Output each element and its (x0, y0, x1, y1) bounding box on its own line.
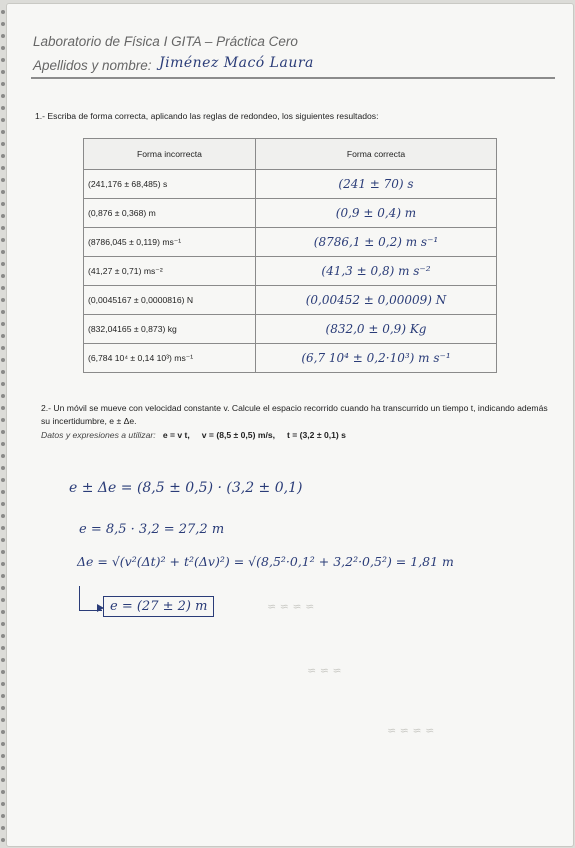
velocity-value: v = (8,5 ± 0,5) m/s, (201, 430, 276, 440)
binding-hole (1, 646, 5, 650)
binding-hole (1, 382, 5, 386)
binding-hole (1, 838, 5, 842)
binding-hole (1, 142, 5, 146)
binding-hole (1, 178, 5, 182)
data-label: Datos y expresiones a utilizar: (41, 430, 156, 440)
correct-cell: (0,00452 ± 0,00009) N (256, 286, 497, 315)
binding-hole (1, 22, 5, 26)
binding-hole (1, 406, 5, 410)
question-2-text: 2.- Un móvil se mueve con velocidad constante v. Calcule el espacio recorrido cuando ha transcurrido un tiempo t, indicando además su incertidumbre, e ± Δe. (41, 403, 548, 426)
page-title: Laboratorio de Física I GITA – Práctica Cero (33, 34, 298, 49)
correct-cell: (241 ± 70) s (256, 170, 497, 199)
binding-hole (1, 346, 5, 350)
header-divider (31, 77, 555, 79)
correct-cell: (8786,1 ± 0,2) m s⁻¹ (256, 228, 497, 257)
binding-hole (1, 694, 5, 698)
binding-hole (1, 334, 5, 338)
incorrect-cell: (0,876 ± 0,368) m (84, 199, 256, 228)
binding-hole (1, 550, 5, 554)
col-header-incorrect: Forma incorrecta (84, 139, 256, 170)
correct-cell: (0,9 ± 0,4) m (256, 199, 497, 228)
result-box: e = (27 ± 2) m (103, 596, 214, 617)
binding-hole (1, 250, 5, 254)
name-label: Apellidos y nombre: (33, 58, 152, 73)
incorrect-cell: (41,27 ± 0,71) ms⁻² (84, 257, 256, 286)
binding-hole (1, 634, 5, 638)
rounding-table (83, 138, 497, 373)
table-row (84, 344, 497, 373)
binding-hole (1, 418, 5, 422)
binding-hole (1, 430, 5, 434)
formula: e = v t, (162, 430, 190, 440)
binding-hole (1, 826, 5, 830)
worksheet-page (6, 3, 574, 847)
binding-hole (1, 730, 5, 734)
binding-hole (1, 574, 5, 578)
binding-hole (1, 778, 5, 782)
binding-hole (1, 118, 5, 122)
incorrect-cell: (8786,045 ± 0,119) ms⁻¹ (84, 228, 256, 257)
binding-hole (1, 370, 5, 374)
table-row (84, 315, 497, 344)
binding-hole (1, 562, 5, 566)
question-2-data (41, 430, 346, 440)
work-line-3: Δe = √(v²(Δt)² + t²(Δv)²) = √(8,5²·0,1² + 3,2²·0,5²) = 1,81 m (77, 554, 454, 569)
binding-hole (1, 82, 5, 86)
binding-hole (1, 670, 5, 674)
table-row (84, 257, 497, 286)
binding-hole (1, 814, 5, 818)
binding-hole (1, 718, 5, 722)
incorrect-cell: (832,04165 ± 0,873) kg (84, 315, 256, 344)
binding-hole (1, 322, 5, 326)
binding-hole (1, 190, 5, 194)
binding-hole (1, 658, 5, 662)
correct-cell: (6,7 10⁴ ± 0,2·10³) m s⁻¹ (256, 344, 497, 373)
binding-hole (1, 226, 5, 230)
binding-hole (1, 10, 5, 14)
correct-cell: (832,0 ± 0,9) Kg (256, 315, 497, 344)
work-line-1: e ± Δe = (8,5 ± 0,5) · (3,2 ± 0,1) (69, 480, 303, 496)
incorrect-cell: (0,0045167 ± 0,0000816) N (84, 286, 256, 315)
incorrect-cell: (241,176 ± 68,485) s (84, 170, 256, 199)
binding-hole (1, 58, 5, 62)
binding-hole (1, 490, 5, 494)
binding-hole (1, 754, 5, 758)
binding-hole (1, 766, 5, 770)
binding-hole (1, 598, 5, 602)
binding-hole (1, 130, 5, 134)
bleed-through-mark: ≈ ≈ ≈ (307, 664, 342, 677)
table-row (84, 199, 497, 228)
binding-hole (1, 286, 5, 290)
table-row (84, 286, 497, 315)
binding-hole (1, 394, 5, 398)
binding-hole (1, 802, 5, 806)
binding-hole (1, 166, 5, 170)
table-row (84, 170, 497, 199)
binding-hole (1, 514, 5, 518)
binding-hole (1, 238, 5, 242)
binding-hole (1, 610, 5, 614)
time-value: t = (3,2 ± 0,1) s (286, 430, 346, 440)
binding-hole (1, 706, 5, 710)
binding-hole (1, 682, 5, 686)
binding-hole (1, 358, 5, 362)
binding-hole (1, 46, 5, 50)
binding-hole (1, 502, 5, 506)
binding-hole (1, 526, 5, 530)
binding-hole (1, 790, 5, 794)
binding-hole (1, 622, 5, 626)
question-1-text: 1.- Escriba de forma correcta, aplicando las reglas de redondeo, los siguientes resultados: (35, 111, 379, 121)
binding-hole (1, 274, 5, 278)
binding-hole (1, 298, 5, 302)
binding-hole (1, 742, 5, 746)
binding-hole (1, 202, 5, 206)
correct-cell: (41,3 ± 0,8) m s⁻² (256, 257, 497, 286)
binding-hole (1, 106, 5, 110)
binding-hole (1, 262, 5, 266)
binding-hole (1, 538, 5, 542)
binding-hole (1, 34, 5, 38)
student-name: Jiménez Macó Laura (159, 55, 314, 71)
binding-hole (1, 94, 5, 98)
binding-hole (1, 478, 5, 482)
col-header-correct: Forma correcta (256, 139, 497, 170)
binding-hole (1, 466, 5, 470)
work-line-2: e = 8,5 · 3,2 = 27,2 m (79, 522, 225, 537)
binding-hole (1, 586, 5, 590)
binding-hole (1, 454, 5, 458)
bleed-through-mark: ≈ ≈ ≈ ≈ (387, 724, 435, 737)
binding-hole (1, 70, 5, 74)
binding-hole (1, 310, 5, 314)
binding-hole (1, 154, 5, 158)
table-row (84, 228, 497, 257)
bleed-through-mark: ≈ ≈ ≈ ≈ (267, 600, 315, 613)
incorrect-cell: (6,784 10⁴ ± 0,14 10³) ms⁻¹ (84, 344, 256, 373)
binding-hole (1, 442, 5, 446)
binding-hole (1, 214, 5, 218)
